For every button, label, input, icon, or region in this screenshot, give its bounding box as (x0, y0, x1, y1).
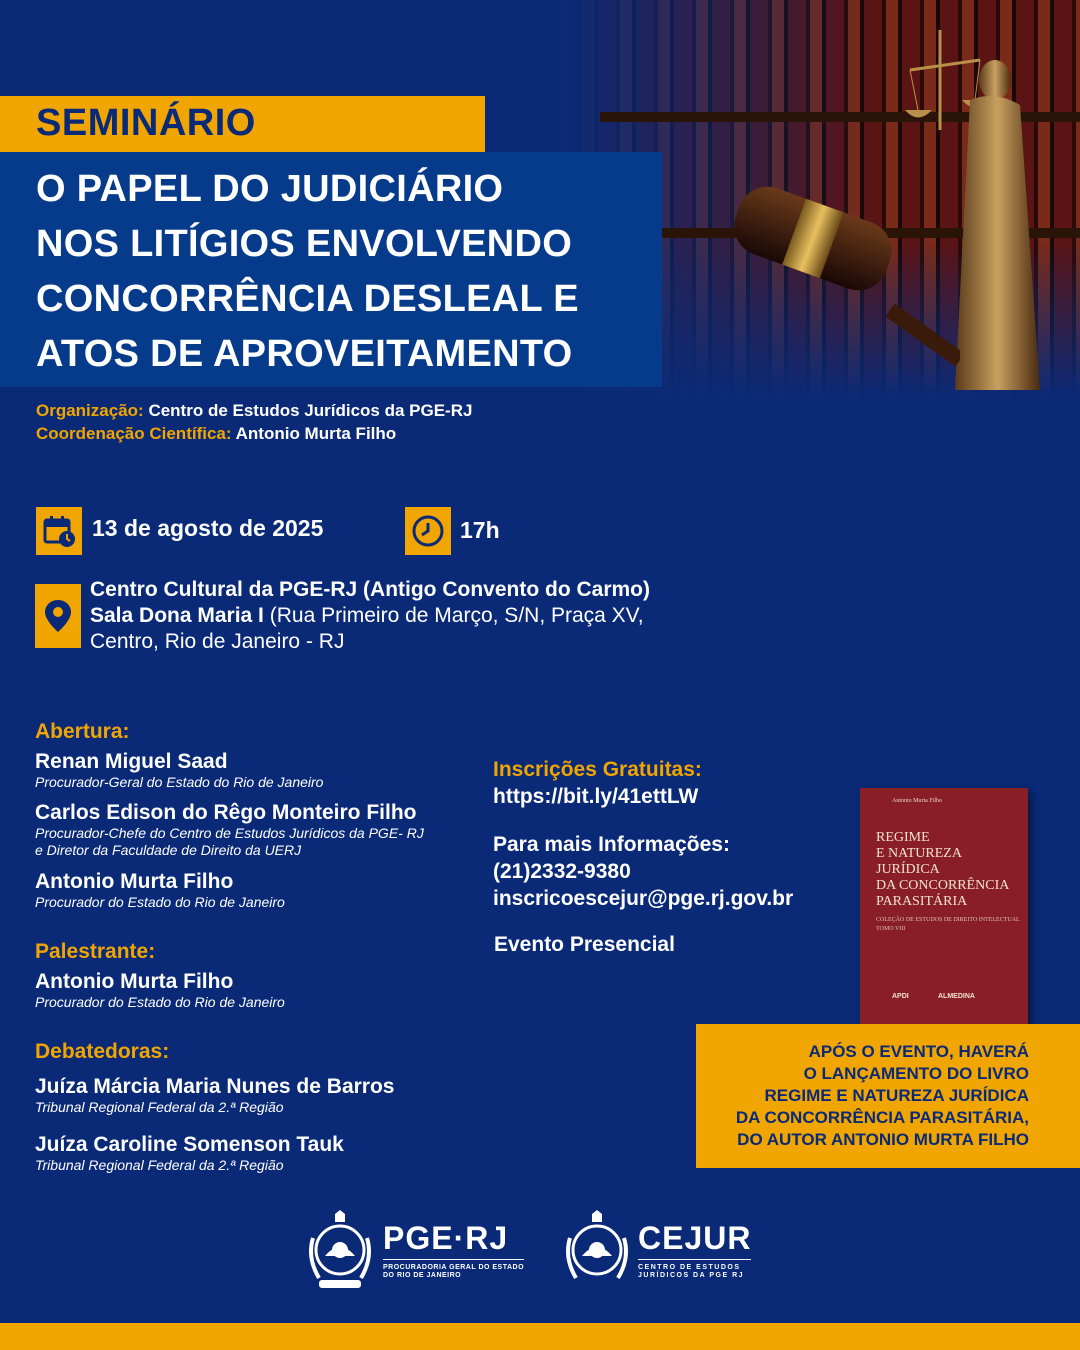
footer-bar (0, 1323, 1080, 1350)
launch-line: REGIME E NATUREZA JURÍDICA (764, 1086, 1029, 1105)
event-date: 13 de agosto de 2025 (92, 515, 324, 541)
event-title-line: CONCORRÊNCIA DESLEAL E (36, 278, 579, 320)
debater-person (35, 1133, 344, 1174)
event-title-line: O PAPEL DO JUDICIÁRIO (36, 168, 504, 210)
publisher-logo-apdi: APDI (892, 993, 909, 1000)
book-title-line: E NATUREZA (876, 846, 962, 861)
book-cover (860, 788, 1028, 1028)
pge-rj-logo (305, 1208, 524, 1292)
opening-person (35, 750, 323, 791)
book-volume: TOMO VIII (876, 926, 906, 932)
pge-logo-subtitle-line: DO RIO DE JANEIRO (383, 1271, 462, 1279)
contact-phone[interactable]: (21)2332-9380 (493, 860, 631, 883)
pge-logo-subtitle (383, 1259, 524, 1280)
cejur-logo-subtitle-line: JURÍDICOS DA PGE RJ (638, 1271, 745, 1279)
person-role: Tribunal Regional Federal da 2.ª Região (35, 1157, 284, 1173)
coordination-label: Coordenação Científica: (36, 424, 232, 443)
book-title-line: REGIME (876, 830, 930, 845)
registration-link[interactable]: https://bit.ly/41ettLW (493, 785, 699, 808)
info-heading: Para mais Informações: (493, 833, 730, 856)
event-title-line: ATOS DE APROVEITAMENTO (36, 333, 573, 375)
speaker-person (35, 970, 285, 1011)
book-title-line: DA CONCORRÊNCIA (876, 878, 1010, 893)
person-name: Carlos Edison do Rêgo Monteiro Filho (35, 801, 417, 824)
debater-person (35, 1075, 394, 1116)
book-title-line: PARASITÁRIA (876, 894, 968, 909)
opening-person (35, 870, 285, 911)
contact-email[interactable]: inscricoescejur@pge.rj.gov.br (493, 887, 794, 910)
cejur-logo-name: CEJUR (638, 1219, 752, 1256)
person-role: Tribunal Regional Federal da 2.ª Região (35, 1099, 284, 1115)
person-name: Antonio Murta Filho (35, 870, 234, 893)
person-name: Antonio Murta Filho (35, 970, 234, 993)
registration-heading: Inscrições Gratuitas: (493, 758, 702, 781)
book-launch-notice (696, 1024, 1080, 1168)
book-collection (876, 916, 1020, 934)
event-venue (90, 577, 650, 655)
seminar-tag (0, 96, 485, 152)
book-collection-name: COLEÇÃO DE ESTUDOS DE DIREITO INTELECTUAL (876, 917, 1020, 923)
pge-logo-subtitle-line: PROCURADORIA GERAL DO ESTADO (383, 1263, 525, 1271)
calendar-icon (36, 507, 82, 555)
event-time: 17h (460, 517, 500, 543)
book-author: Antonio Murta Filho (892, 798, 943, 804)
seminar-tag-label: SEMINÁRIO (36, 102, 256, 144)
launch-line: DA CONCORRÊNCIA PARASITÁRIA, (735, 1108, 1029, 1127)
launch-line: DO AUTOR (737, 1130, 831, 1149)
launch-line: O LANÇAMENTO DO LIVRO (803, 1064, 1029, 1083)
launch-author: ANTONIO MURTA FILHO (831, 1130, 1029, 1149)
cejur-logo-subtitle (638, 1259, 751, 1280)
clock-icon (405, 507, 451, 555)
gavel-icon (690, 170, 960, 370)
person-role: Procurador do Estado do Rio de Janeiro (35, 994, 285, 1010)
person-role: e Diretor da Faculdade de Direito da UERJ (35, 842, 302, 858)
location-pin-icon (35, 584, 81, 648)
pge-logo-name: PGE·RJ (383, 1219, 509, 1256)
publisher-logo-almedina: ALMEDINA (938, 993, 975, 1000)
coat-of-arms-icon (562, 1208, 632, 1292)
opening-person (35, 801, 424, 859)
venue-name: Centro Cultural da PGE-RJ (Antigo Convento do Carmo) (90, 578, 650, 601)
coordination-value: Antonio Murta Filho (235, 424, 397, 443)
event-title (0, 152, 662, 387)
event-title-line: NOS LITÍGIOS ENVOLVENDO (36, 223, 573, 265)
cejur-logo (562, 1208, 751, 1292)
venue-room: Sala Dona Maria I (90, 604, 264, 627)
event-mode: Evento Presencial (494, 933, 675, 956)
organization-label: Organização: (36, 401, 144, 420)
organization-block (36, 399, 472, 445)
book-title-line: JURÍDICA (876, 862, 940, 877)
debaters-heading: Debatedoras: (35, 1040, 170, 1063)
person-name: Juíza Márcia Maria Nunes de Barros (35, 1075, 395, 1098)
person-role: Procurador-Chefe do Centro de Estudos Jurídicos da PGE- RJ (35, 825, 424, 841)
person-name: Renan Miguel Saad (35, 750, 228, 773)
speaker-heading: Palestrante: (35, 940, 156, 963)
organization-value: Centro de Estudos Jurídicos da PGE-RJ (148, 401, 473, 420)
person-role: Procurador-Geral do Estado do Rio de Janeiro (35, 774, 324, 790)
launch-line: APÓS O EVENTO, HAVERÁ (808, 1042, 1029, 1061)
book-title (876, 830, 1009, 910)
venue-city: Centro, Rio de Janeiro - RJ (90, 630, 345, 653)
person-role: Procurador do Estado do Rio de Janeiro (35, 894, 285, 910)
coat-of-arms-icon (305, 1208, 375, 1292)
cejur-logo-subtitle-line: CENTRO DE ESTUDOS (638, 1263, 741, 1271)
venue-address: (Rua Primeiro de Março, S/N, Praça XV, (263, 604, 644, 627)
person-name: Juíza Caroline Somenson Tauk (35, 1133, 344, 1156)
opening-heading: Abertura: (35, 720, 130, 743)
